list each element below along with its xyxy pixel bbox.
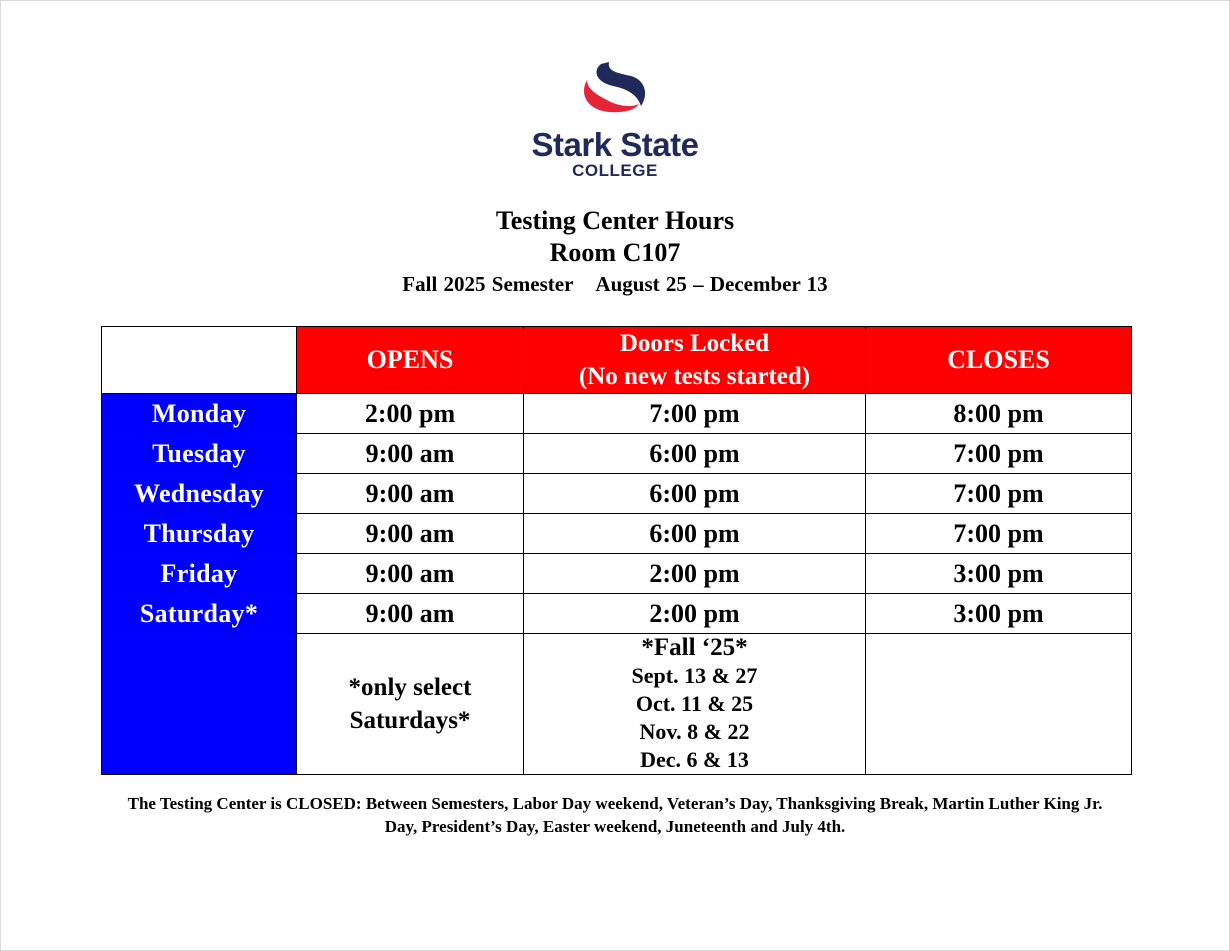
closes-cell: 3:00 pm [866, 554, 1132, 594]
opens-cell: 9:00 am [297, 474, 524, 514]
day-cell: Thursday [102, 514, 297, 554]
opens-cell: 9:00 am [297, 554, 524, 594]
semester-dates: August 25 – December 13 [595, 272, 828, 296]
note-blank-closes-cell [866, 634, 1132, 775]
closure-notice-line2: Day, President’s Day, Easter weekend, Juneteenth and July 4th. [384, 817, 846, 836]
saturday-note-cell [297, 634, 524, 775]
table-row [102, 394, 1132, 434]
table-row [102, 474, 1132, 514]
hours-table [101, 326, 1132, 775]
saturday-dates-cell [524, 634, 866, 775]
header-doors-locked [524, 327, 866, 394]
page-title: Testing Center Hours [495, 206, 735, 235]
table-row [102, 514, 1132, 554]
logo-subtitle: COLLEGE [572, 161, 658, 180]
semester-line [0, 270, 1230, 298]
note-blank-day-cell [102, 634, 297, 775]
saturday-note-line2: Saturdays* [349, 707, 471, 734]
header-doors-locked-line1: Doors Locked [619, 330, 770, 357]
closes-cell: 3:00 pm [866, 594, 1132, 634]
locked-cell: 2:00 pm [524, 554, 866, 594]
closes-cell: 7:00 pm [866, 514, 1132, 554]
logo-name: Stark State [531, 126, 699, 163]
saturday-note-line1: *only select [348, 674, 472, 701]
college-logo [505, 60, 725, 190]
header-row [102, 327, 1132, 394]
room-number: Room C107 [549, 238, 681, 267]
closure-notice [60, 792, 1170, 838]
saturday-date: Nov. 8 & 22 [639, 719, 750, 744]
day-cell: Saturday* [102, 594, 297, 634]
closes-cell: 8:00 pm [866, 394, 1132, 434]
logo-swoosh-icon [579, 60, 651, 124]
table-row [102, 594, 1132, 634]
closes-cell: 7:00 pm [866, 474, 1132, 514]
term-label: *Fall ‘25* [641, 634, 748, 661]
saturday-date: Oct. 11 & 25 [635, 691, 754, 716]
opens-cell: 9:00 am [297, 434, 524, 474]
day-cell: Monday [102, 394, 297, 434]
locked-cell: 6:00 pm [524, 514, 866, 554]
header-opens: OPENS [297, 327, 524, 394]
table-row [102, 554, 1132, 594]
header-blank-cell [102, 327, 297, 394]
closes-cell: 7:00 pm [866, 434, 1132, 474]
saturday-dates [524, 662, 865, 774]
closure-notice-line1: The Testing Center is CLOSED: Between Semesters, Labor Day weekend, Veteran’s Day, Thanksgiving Break, Martin Luther King Jr. [127, 794, 1103, 813]
locked-cell: 6:00 pm [524, 474, 866, 514]
opens-cell: 2:00 pm [297, 394, 524, 434]
locked-cell: 6:00 pm [524, 434, 866, 474]
locked-cell: 7:00 pm [524, 394, 866, 434]
table-row [102, 434, 1132, 474]
semester-name: Fall 2025 Semester [402, 272, 574, 296]
locked-cell: 2:00 pm [524, 594, 866, 634]
saturday-note-row [102, 634, 1132, 775]
opens-cell: 9:00 am [297, 514, 524, 554]
header-doors-locked-line2: (No new tests started) [578, 363, 811, 390]
day-cell: Friday [102, 554, 297, 594]
saturday-date: Dec. 6 & 13 [640, 747, 749, 772]
opens-cell: 9:00 am [297, 594, 524, 634]
day-cell: Wednesday [102, 474, 297, 514]
saturday-date: Sept. 13 & 27 [631, 663, 758, 688]
day-cell: Tuesday [102, 434, 297, 474]
header-closes: CLOSES [866, 327, 1132, 394]
